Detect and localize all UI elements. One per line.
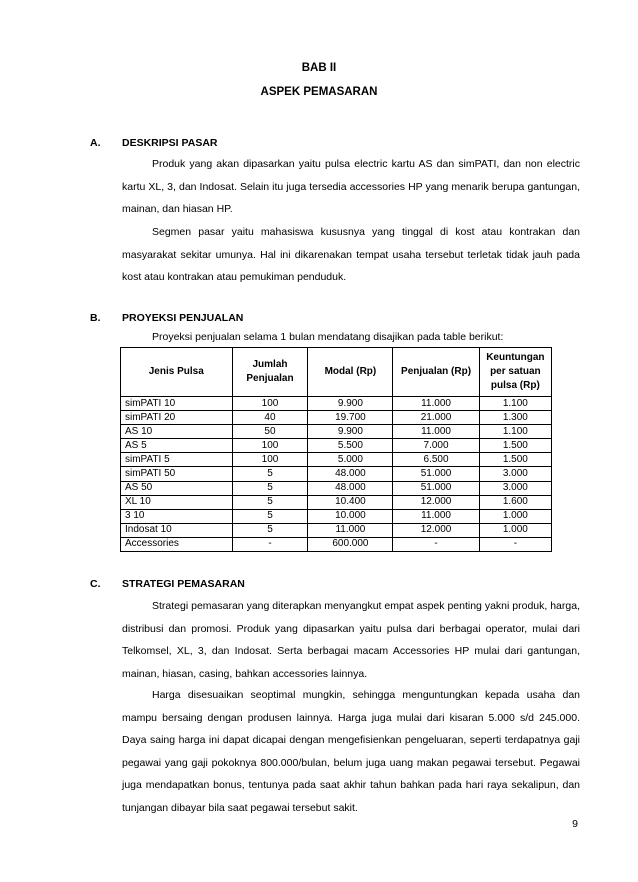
table-row <box>121 467 552 481</box>
table-cell: Accessories <box>121 537 233 551</box>
table-cell: 6.500 <box>393 453 479 467</box>
table-cell: 48.000 <box>308 481 393 495</box>
table-cell: 11.000 <box>393 509 479 523</box>
table-cell: 5 <box>232 509 308 523</box>
section-c-paragraph-1: Strategi pemasaran yang diterapkan menyangkut empat aspek penting yakni produk, harga, distribusi dan promosi. Produk yang dipasarkan yaitu pulsa dari berbagai operator, mulai dari Telkomsel, XL, 3, dan Indosat. Serta berbagai macam Accessories HP mulai dari gantungan, mainan, hiasan, casing, bahkan accessories lainnya. <box>122 600 580 680</box>
section-a-heading: DESKRIPSI PASAR <box>122 137 218 149</box>
table-cell: 11.000 <box>308 523 393 537</box>
sales-projection-table <box>120 347 552 552</box>
table-cell: 1.600 <box>479 495 551 509</box>
table-cell: 5 <box>232 523 308 537</box>
table-cell: 3.000 <box>479 467 551 481</box>
table-cell: 1.500 <box>479 439 551 453</box>
table-cell: simPATI 50 <box>121 467 233 481</box>
table-cell: 51.000 <box>393 481 479 495</box>
table-cell: AS 10 <box>121 425 233 439</box>
table-cell: 51.000 <box>393 467 479 481</box>
column-header: Keuntungan per satuan pulsa (Rp) <box>479 348 551 397</box>
table-cell: 10.000 <box>308 509 393 523</box>
table-row <box>121 481 552 495</box>
table-cell: simPATI 10 <box>121 397 233 411</box>
table-cell: 19.700 <box>308 411 393 425</box>
table-cell: XL 10 <box>121 495 233 509</box>
table-cell: 12.000 <box>393 523 479 537</box>
table-cell: 9.900 <box>308 425 393 439</box>
table-cell: 3 10 <box>121 509 233 523</box>
column-header: Jumlah Penjualan <box>232 348 308 397</box>
column-header: Penjualan (Rp) <box>393 348 479 397</box>
table-cell: 5 <box>232 481 308 495</box>
table-cell: 3.000 <box>479 481 551 495</box>
table-row <box>121 453 552 467</box>
table-cell: 5 <box>232 467 308 481</box>
table-cell: 5.000 <box>308 453 393 467</box>
table-cell: 100 <box>232 397 308 411</box>
table-cell: AS 5 <box>121 439 233 453</box>
table-cell: 1.500 <box>479 453 551 467</box>
section-a-paragraph-1: Produk yang akan dipasarkan yaitu pulsa electric kartu AS dan simPATI, dan non electric kartu XL, 3, dan Indosat. Selain itu juga tersedia accessories HP yang menarik berupa gantungan, mainan, dan hiasan HP. <box>122 158 580 215</box>
table-cell: - <box>232 537 308 551</box>
table-header-row <box>121 348 552 397</box>
table-row <box>121 509 552 523</box>
table-cell: 10.400 <box>308 495 393 509</box>
table-cell: 11.000 <box>393 425 479 439</box>
section-a-letter: A. <box>90 137 101 149</box>
table-cell: 40 <box>232 411 308 425</box>
table-row <box>121 425 552 439</box>
table-row <box>121 397 552 411</box>
table-cell: 1.000 <box>479 523 551 537</box>
section-b-intro: Proyeksi penjualan selama 1 bulan mendatang disajikan pada table berikut: <box>152 331 504 343</box>
table-cell: 1.100 <box>479 397 551 411</box>
section-c-heading: STRATEGI PEMASARAN <box>122 578 245 590</box>
table-cell: 12.000 <box>393 495 479 509</box>
table-cell: 1.300 <box>479 411 551 425</box>
table-cell: 21.000 <box>393 411 479 425</box>
chapter-label: BAB II <box>301 62 337 74</box>
table-cell: 100 <box>232 439 308 453</box>
table-cell: 9.900 <box>308 397 393 411</box>
table-body <box>121 397 552 552</box>
table-cell: 100 <box>232 453 308 467</box>
table-cell: - <box>479 537 551 551</box>
table-cell: - <box>393 537 479 551</box>
table-cell: 600.000 <box>308 537 393 551</box>
page-title: ASPEK PEMASARAN <box>260 86 378 98</box>
table-cell: 5 <box>232 495 308 509</box>
table-row <box>121 523 552 537</box>
table-cell: 50 <box>232 425 308 439</box>
page-number: 9 <box>572 818 578 830</box>
table-cell: 48.000 <box>308 467 393 481</box>
column-header: Jenis Pulsa <box>121 348 233 397</box>
table-row <box>121 439 552 453</box>
section-c-paragraph-2: Harga disesuaikan seoptimal mungkin, sehingga menguntungkan kepada usaha dan mampu bersaing dengan produsen lainnya. Harga juga mulai dari kisaran 5.000 s/d 245.000. Daya saing harga ini dapat dicapai dengan mengefisienkan pengeluaran, seperti terdapatnya gaji pegawai yang gaji pokoknya 800.000/bulan, belum juga uang makan pegawai tersebut. Pegawai juga mendapatkan bonus, tentunya pada saat akhir tahun bahkan pada hari raya sekalipun, dan tunjangan dibayar bila saat pegawai tersebut sakit. <box>122 689 580 814</box>
table-row <box>121 495 552 509</box>
table-cell: simPATI 5 <box>121 453 233 467</box>
table-row <box>121 411 552 425</box>
table-row <box>121 537 552 551</box>
table-cell: Indosat 10 <box>121 523 233 537</box>
table-cell: 5.500 <box>308 439 393 453</box>
table-cell: 1.000 <box>479 509 551 523</box>
table-cell: AS 50 <box>121 481 233 495</box>
section-b-letter: B. <box>90 312 101 324</box>
section-c-letter: C. <box>90 578 101 590</box>
table-cell: simPATI 20 <box>121 411 233 425</box>
table-cell: 7.000 <box>393 439 479 453</box>
column-header: Modal (Rp) <box>308 348 393 397</box>
table-cell: 1.100 <box>479 425 551 439</box>
section-a-paragraph-2: Segmen pasar yaitu mahasiswa kususnya yang tinggal di kost atau kontrakan dan masyarakat sekitar umunya. Hal ini dikarenakan tempat usaha tersebut terletak tidak jauh pada kost atau kontrakan atau pemukiman penduduk. <box>122 226 580 283</box>
section-b-heading: PROYEKSI PENJUALAN <box>122 312 244 324</box>
table-cell: 11.000 <box>393 397 479 411</box>
